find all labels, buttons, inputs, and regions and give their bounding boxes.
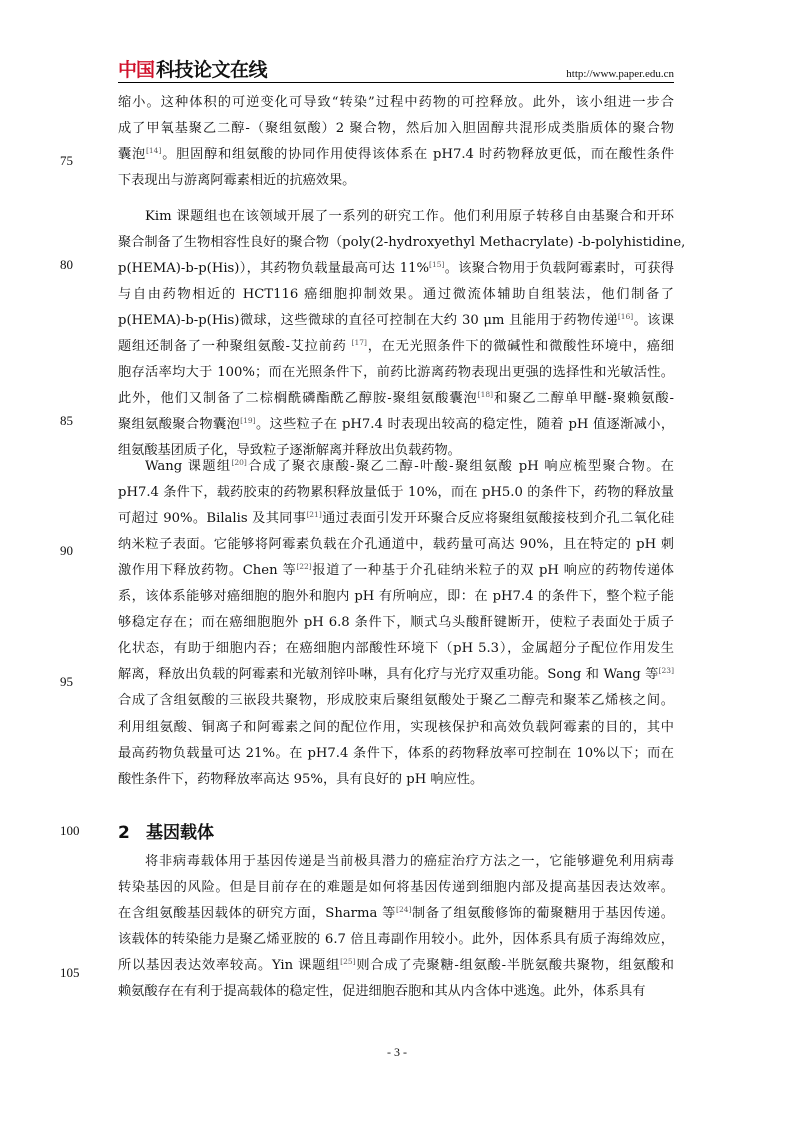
text-line [118, 929, 674, 951]
text-segment: 解离，释放出负载的阿霉素和光敏剂锌卟啉，具有化疗与光疗双重功能。Song 和 Wang 等 [118, 667, 659, 683]
text-line [118, 955, 674, 977]
text-segment: 最高药物负载量可达 21%。在 pH7.4 条件下，体系的药物释放率可控制在 10%以下；而在 [118, 745, 674, 761]
text-segment: 在含组氨酸基因载体的研究方面，Sharma 等 [118, 906, 397, 922]
text-line [118, 586, 674, 608]
citation-ref: [17] [351, 338, 367, 348]
text-segment: Wang 课题组 [145, 459, 232, 474]
text-segment: 制备了组氨酸修饰的葡聚糖用于基因传递。 [411, 906, 674, 922]
text-segment: 通过表面引发开环聚合反应将聚组氨酸接枝到介孔二氧化硅 [321, 511, 675, 527]
citation-ref: [23] [658, 666, 674, 676]
text-line [118, 664, 674, 686]
line-number: 100 [60, 823, 80, 838]
text-segment: p(HEMA)-b-p(His)微球，这些微球的直径可控制在大约 30 μm 且能用于药物传递 [118, 313, 618, 329]
text-line [118, 743, 674, 765]
text-segment: 可超过 90%。Bilalis 及其同事 [118, 511, 307, 527]
text-line [118, 717, 674, 739]
text-segment: 聚合制备了生物相容性良好的聚合物（poly(2-hydroxyethyl Methacrylate) -b-polyhistidine, [118, 235, 686, 251]
text-line [118, 769, 674, 791]
section-number: 2 [118, 823, 130, 843]
text-segment: 与自由药物相近的 HCT116 癌细胞抑制效果。通过微流体辅助自组装法，他们制备了 [118, 287, 674, 303]
header-url: http://www.paper.edu.cn [566, 68, 674, 80]
text-segment: 。该课 [633, 313, 675, 329]
text-line [118, 258, 674, 280]
line-number: 105 [60, 965, 80, 980]
text-segment: 该载体的转染能力是聚乙烯亚胺的 6.7 倍且毒副作用较小。此外，因体系具有质子海绵效应， [118, 932, 674, 948]
text-segment: 聚组氨酸聚合物囊泡 [118, 417, 241, 433]
text-line [145, 456, 674, 478]
text-line [118, 336, 674, 358]
citation-ref: [14] [145, 146, 162, 156]
citation-ref: [20] [231, 458, 247, 467]
text-line [118, 232, 686, 254]
text-segment: 纳米粒子表面。它能够将阿霉素负载在介孔通道中，载药量可高达 90%，且在特定的 pH 刺 [118, 537, 674, 553]
text-line [118, 118, 674, 140]
text-line [118, 144, 674, 166]
citation-ref: [22] [296, 562, 312, 572]
citation-ref: [24] [396, 905, 412, 915]
line-number: 85 [60, 413, 73, 428]
text-line [118, 690, 674, 712]
line-number: 95 [60, 674, 73, 689]
text-segment: 所以基因表达效率较高。Yin 课题组 [118, 958, 341, 974]
text-segment: 酸性条件下，药物释放率高达 95%，具有良好的 pH 响应性。 [118, 771, 484, 787]
text-segment: 化状态，有助于细胞内吞；在癌细胞内部酸性环境下（pH 5.3），金属超分子配位作用发生 [118, 641, 674, 657]
site-logo [118, 58, 267, 82]
logo-red-text: 中国 [118, 59, 155, 81]
text-line [118, 638, 674, 660]
text-segment: pH7.4 条件下，载药胶束的药物累积释放量低于 10%，而在 pH5.0 的条件下，药物的释放量 [118, 485, 674, 501]
citation-ref: [18] [477, 390, 494, 400]
text-line [118, 170, 674, 192]
page-header [118, 58, 674, 82]
text-segment: 则合成了壳聚糖-组氨酸-半胱氨酸共聚物，组氨酸和 [355, 958, 674, 974]
citation-ref: [21] [306, 510, 322, 520]
logo-black-text: 科技论文在线 [156, 59, 268, 81]
citation-ref: [16] [617, 312, 634, 322]
text-segment: 组氨酸基团质子化，导致粒子逐渐解离并释放出负载药物。 [118, 443, 461, 459]
text-segment: 转染基因的风险。但是目前存在的难题是如何将基因传递到细胞内部及提高基因表达效率。 [118, 880, 674, 896]
text-segment: 和聚乙二醇单甲醚-聚赖氨酸- [493, 391, 674, 407]
text-line [118, 534, 674, 556]
section-heading [118, 818, 214, 843]
text-segment: 。胆固醇和组氨酸的协同作用使得该体系在 pH7.4 时药物释放更低，而在酸性条件 [161, 147, 675, 163]
text-segment: 成了甲氧基聚乙二醇-（聚组氨酸）2 聚合物，然后加入胆固醇共混形成类脂质体的聚合物 [118, 121, 674, 137]
text-segment: 胞存活率均大于 100%；而在光照条件下，前药比游离药物表现出更强的选择性和光敏活性。 [118, 365, 674, 381]
text-line [118, 612, 674, 634]
text-segment: 合成了聚衣康酸-聚乙二醇-叶酸-聚组氨酸 pH 响应梳型聚合物。在 [246, 459, 674, 474]
text-segment: 合成了含组氨酸的三嵌段共聚物，形成胶束后聚组氨酸处于聚乙二醇壳和聚苯乙烯核之间。 [118, 693, 674, 709]
line-number: 90 [60, 543, 73, 558]
text-segment: 将非病毒载体用于基因传递是当前极具潜力的癌症治疗方法之一，它能够避免利用病毒 [145, 854, 674, 869]
text-line [145, 851, 674, 873]
section-title: 基因载体 [146, 823, 214, 843]
line-number: 75 [60, 153, 73, 168]
text-line [118, 414, 674, 436]
text-segment: 够稳定存在；而在癌细胞胞外 pH 6.8 条件下，顺式乌头酸酐键断开，使粒子表面处于质子 [118, 615, 674, 631]
text-segment: 。这些粒子在 pH7.4 时表现出较高的稳定性，随着 pH 值逐渐减小， [255, 417, 675, 433]
citation-ref: [15] [429, 260, 445, 270]
page-number: - 3 - [387, 1045, 407, 1059]
text-line [118, 903, 674, 925]
text-segment: 利用组氨酸、铜离子和阿霉素之间的配位作用，实现核保护和高效负载阿霉素的目的，其中 [118, 719, 674, 735]
text-line [118, 877, 674, 899]
citation-ref: [19] [240, 416, 256, 426]
text-segment: 。该聚合物用于负载阿霉素时，可获得 [444, 261, 675, 277]
text-line [118, 508, 674, 530]
text-line [118, 362, 674, 384]
text-segment: 下表现出与游离阿霉素相近的抗癌效果。 [118, 173, 356, 189]
text-line [118, 388, 674, 410]
text-segment: 报道了一种基于介孔硅纳米粒子的双 pH 响应的药物传递体 [311, 563, 674, 579]
header-rule [118, 82, 674, 83]
text-segment: 此外，他们又制备了二棕榈酰磷酯酰乙醇胺-聚组氨酸囊泡 [118, 391, 478, 407]
text-segment: Kim 课题组也在该领域开展了一系列的研究工作。他们利用原子转移自由基聚合和开环 [145, 209, 674, 224]
text-segment: 赖氨酸存在有利于提高载体的稳定性，促进细胞吞胞和其从内含体中逃逸。此外，体系具有 [118, 984, 646, 1000]
text-line [145, 206, 674, 228]
text-line [118, 560, 674, 582]
text-line [118, 284, 674, 306]
line-number: 80 [60, 257, 73, 272]
text-line [118, 981, 674, 1003]
text-segment: ，在无光照条件下的微碱性和微酸性环境中，癌细 [366, 339, 674, 355]
text-segment: 题组还制备了一种聚组氨酸-艾拉前药 [118, 339, 352, 355]
text-segment: 囊泡 [118, 147, 146, 163]
text-line [118, 92, 674, 114]
text-segment: 系，该体系能够对癌细胞的胞外和胞内 pH 有所响应，即：在 pH7.4 的条件下，整个粒子能 [118, 589, 674, 605]
text-segment: p(HEMA)-b-p(His)），其药物负载量最高可达 11% [118, 261, 430, 277]
text-segment: 激作用下释放药物。Chen 等 [118, 563, 297, 579]
text-segment: 缩小。这种体积的可逆变化可导致“转染”过程中药物的可控释放。此外，该小组进一步合 [118, 95, 674, 110]
text-line [118, 310, 674, 332]
citation-ref: [25] [340, 957, 356, 967]
text-line [118, 482, 674, 504]
